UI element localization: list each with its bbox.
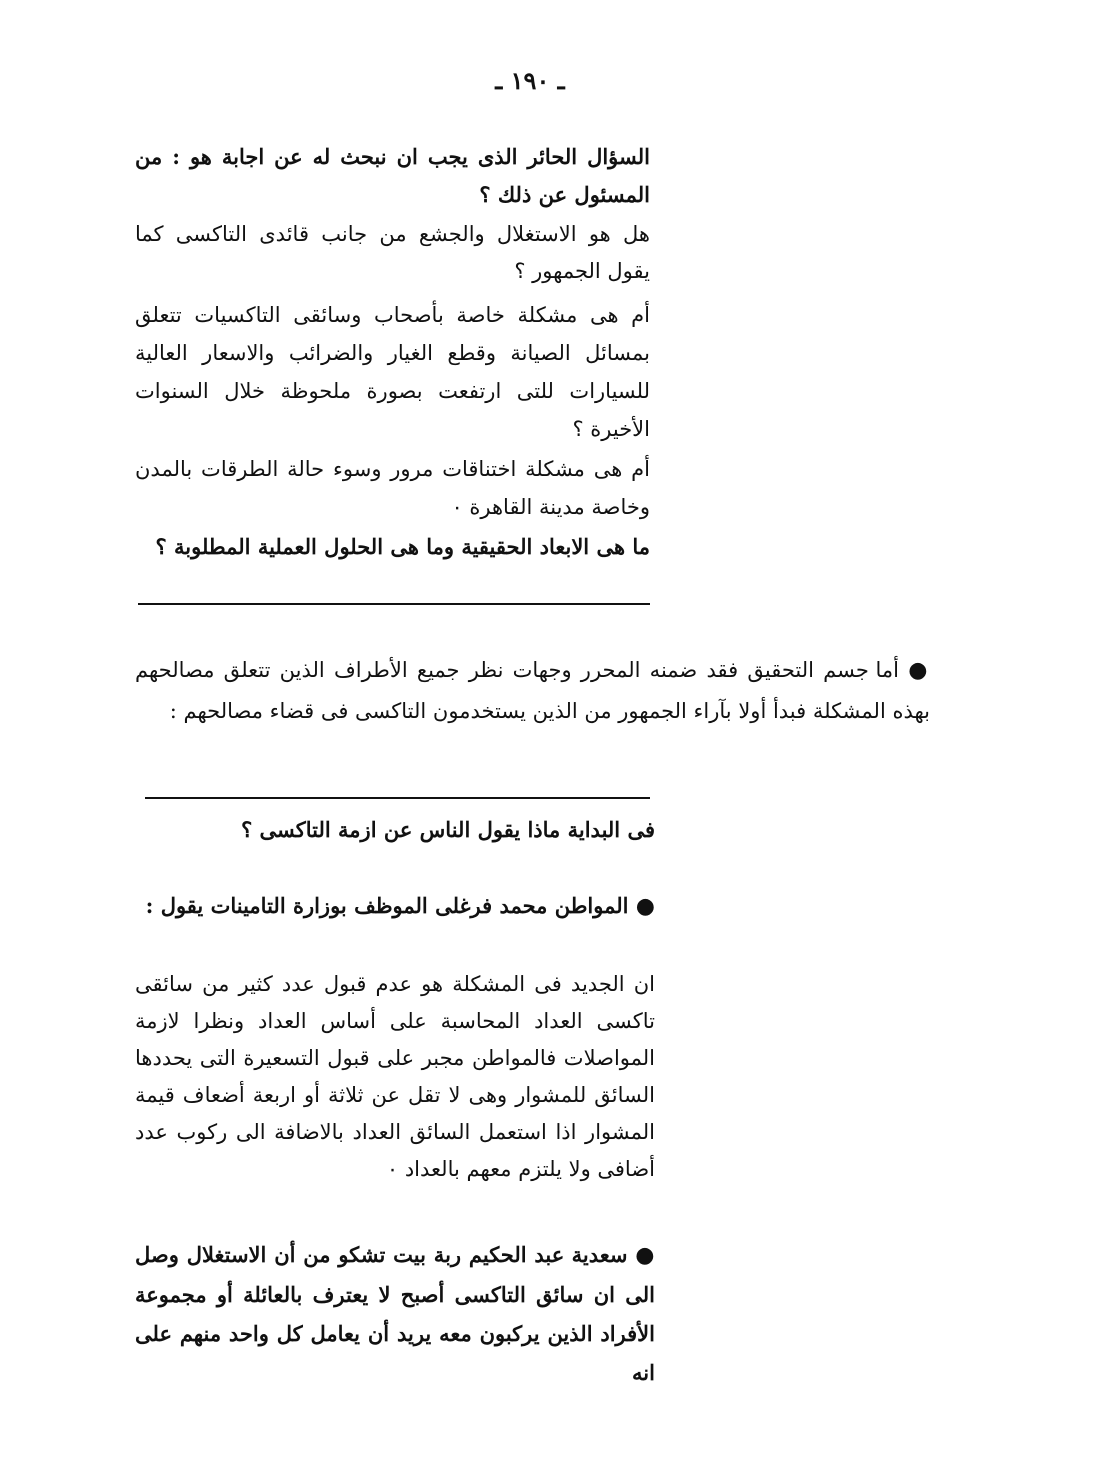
citizen-intro [135,886,655,926]
question-paragraph-3-text: أم هى مشكلة اختناقات مرور وسوء حالة الطرقات بالمدن وخاصة مدينة القاهرة ٠ [135,457,650,519]
question-paragraph-4-text: ما هى الابعاد الحقيقية وما هى الحلول العملية المطلوبة ؟ [155,534,650,559]
citizen-intro-text [135,886,655,926]
bullet-icon: ● [635,893,655,919]
question-paragraph-3 [135,450,650,526]
question-paragraph-4 [135,528,650,566]
section-divider-top [138,603,650,605]
investigation-paragraph [135,650,930,731]
question-paragraph-2-text: أم هى مشكلة خاصة بأصحاب وسائقى التاكسيات تتعلق بمسائل الصيانة وقطع الغيار والضرائب والاسعار العالية للسيارات للتى ارتفعت بصورة ملحوظة خلال السنوات الأخيرة ؟ [135,303,650,441]
page-number: ـ ١٩٠ ـ [495,66,565,95]
bullet-icon: ● [635,1242,656,1268]
bullet-icon: ● [908,658,930,683]
section-divider-bottom [145,797,650,799]
question-heading [135,138,650,214]
investigation-text: أما جسم التحقيق فقد ضمنه المحرر وجهات نظر جميع الأطراف الذين تتعلق مصالحهم بهذه المشكلة فبدأ أولا بآراء الجمهور من الذين يستخدمون التاكسى فى قضاء مصالحهم : [135,658,930,723]
citizen-quote [135,966,655,1188]
question-paragraph-2 [135,296,650,448]
public-opinion-heading [135,810,655,850]
saadia-text: سعدية عبد الحكيم ربة بيت تشكو من أن الاستغلال وصل الى ان سائق التاكسى أصبح لا يعترف بالعائلة أو مجموعة الأفراد الذين يركبون معه يريد أن يعامل كل واحد منهم على انه [135,1242,655,1385]
question-heading-text: السؤال الحائر الذى يجب ان نبحث له عن اجابة هو : من المسئول عن ذلك ؟ [135,144,650,207]
citizen-quote-text: ان الجديد فى المشكلة هو عدم قبول عدد كثير من سائقى تاكسى العداد المحاسبة على أساس العداد ونظرا لازمة المواصلات فالمواطن مجبر على قبول التسعيرة التى يحددها السائق للمشوار وهى لا تقل عن ثلاثة أو اربعة أضعاف قيمة المشوار اذا استعمل السائق العداد بالاضافة الى ركوب عدد أضافى ولا يلتزم معهم بالعداد ٠ [135,972,655,1181]
saadia-paragraph-text [135,1235,655,1392]
question-paragraph-1 [135,216,650,290]
saadia-paragraph [135,1235,655,1392]
investigation-paragraph-text [135,650,930,731]
citizen-intro-line: المواطن محمد فرغلى الموظف بوزارة التامينات يقول : [145,893,629,918]
question-paragraph-1-text: هل هو الاستغلال والجشع من جانب قائدى التاكسى كما يقول الجمهور ؟ [135,222,650,283]
public-opinion-heading-text: فى البداية ماذا يقول الناس عن ازمة التاكسى ؟ [241,817,655,842]
